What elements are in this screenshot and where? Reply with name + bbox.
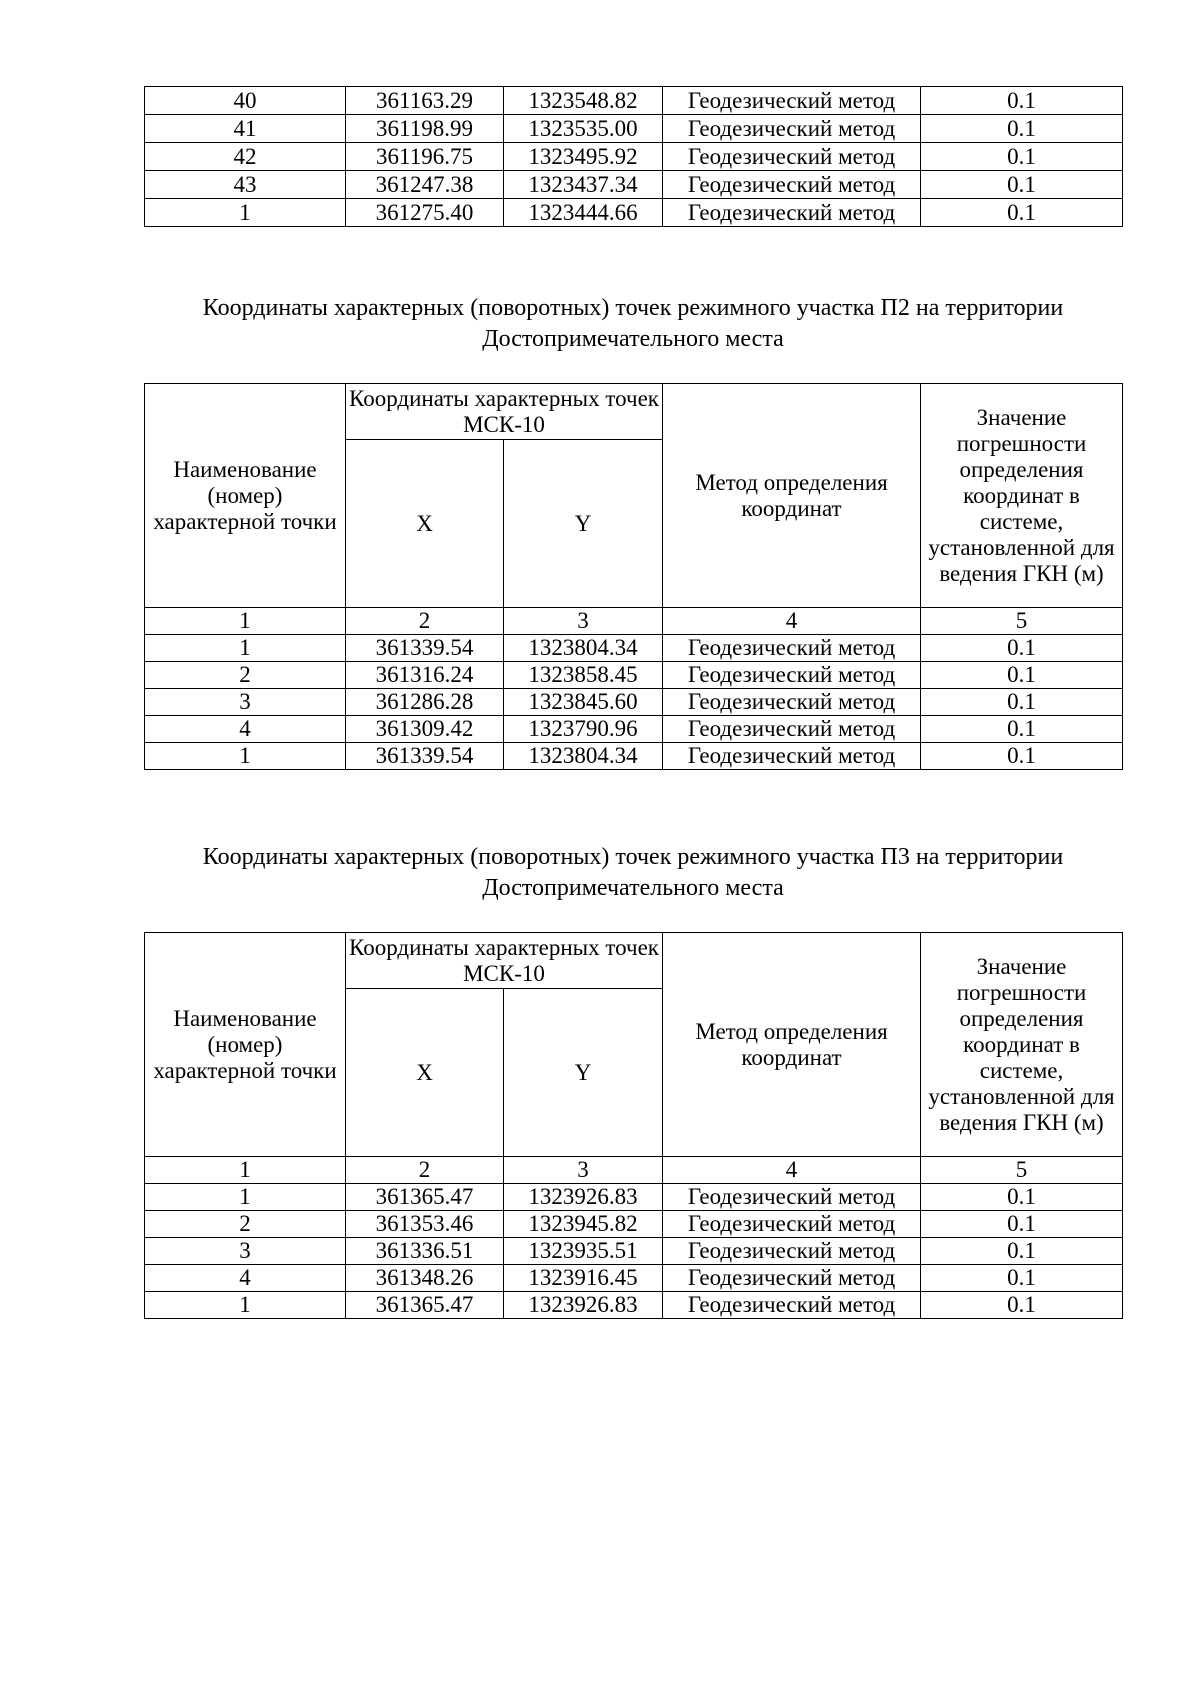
column-number: 1 [145, 1157, 346, 1184]
cell-y: 1323804.34 [504, 743, 663, 770]
cell-point-number: 1 [145, 1292, 346, 1319]
coordinates-table-continued [144, 86, 1123, 227]
cell-method: Геодезический метод [663, 171, 921, 199]
table-body [145, 87, 1123, 227]
cell-method: Геодезический метод [663, 1184, 921, 1211]
cell-y: 1323804.34 [504, 635, 663, 662]
cell-y: 1323495.92 [504, 143, 663, 171]
column-number: 5 [921, 1157, 1123, 1184]
cell-accuracy: 0.1 [921, 1211, 1123, 1238]
cell-accuracy: 0.1 [921, 143, 1123, 171]
table-body [145, 635, 1123, 770]
table-row [145, 716, 1123, 743]
cell-accuracy: 0.1 [921, 171, 1123, 199]
table-row [145, 662, 1123, 689]
table-row [145, 1238, 1123, 1265]
header-name: Наименование (номер) характерной точки [145, 384, 346, 608]
cell-accuracy: 0.1 [921, 1292, 1123, 1319]
cell-accuracy: 0.1 [921, 743, 1123, 770]
cell-method: Геодезический метод [663, 143, 921, 171]
cell-point-number: 4 [145, 1265, 346, 1292]
header-name: Наименование (номер) характерной точки [145, 933, 346, 1157]
cell-y: 1323945.82 [504, 1211, 663, 1238]
table-row [145, 743, 1123, 770]
column-numbers-row [145, 608, 1123, 635]
cell-x: 361316.24 [346, 662, 504, 689]
table-row [145, 171, 1123, 199]
section-title-line1: Координаты характерных (поворотных) точек режимного участка П2 на территории [202, 295, 1064, 321]
cell-x: 361247.38 [346, 171, 504, 199]
cell-method: Геодезический метод [663, 662, 921, 689]
cell-accuracy: 0.1 [921, 689, 1123, 716]
table-row [145, 635, 1123, 662]
cell-point-number: 43 [145, 171, 346, 199]
cell-method: Геодезический метод [663, 199, 921, 227]
cell-y: 1323437.34 [504, 171, 663, 199]
table-row [145, 1184, 1123, 1211]
cell-x: 361275.40 [346, 199, 504, 227]
table-row [145, 689, 1123, 716]
cell-method: Геодезический метод [663, 743, 921, 770]
section-title-p2 [144, 293, 1122, 355]
cell-x: 361196.75 [346, 143, 504, 171]
column-number: 4 [663, 608, 921, 635]
cell-method: Геодезический метод [663, 716, 921, 743]
cell-y: 1323935.51 [504, 1238, 663, 1265]
coordinates-table-p2 [144, 383, 1123, 770]
header-coords: Координаты характерных точек МСК-10 [346, 384, 663, 440]
header-method: Метод определения координат [663, 933, 921, 1157]
cell-y: 1323916.45 [504, 1265, 663, 1292]
table-row [145, 1265, 1123, 1292]
cell-point-number: 4 [145, 716, 346, 743]
cell-x: 361339.54 [346, 743, 504, 770]
cell-method: Геодезический метод [663, 87, 921, 115]
cell-method: Геодезический метод [663, 1265, 921, 1292]
cell-y: 1323790.96 [504, 716, 663, 743]
cell-x: 361198.99 [346, 115, 504, 143]
cell-accuracy: 0.1 [921, 115, 1123, 143]
cell-point-number: 2 [145, 662, 346, 689]
cell-point-number: 1 [145, 743, 346, 770]
header-y: Y [504, 440, 663, 608]
cell-point-number: 42 [145, 143, 346, 171]
cell-y: 1323548.82 [504, 87, 663, 115]
cell-x: 361336.51 [346, 1238, 504, 1265]
column-number: 5 [921, 608, 1123, 635]
cell-x: 361163.29 [346, 87, 504, 115]
column-number: 3 [504, 608, 663, 635]
cell-method: Геодезический метод [663, 1238, 921, 1265]
section-title-line2: Достопримечательного места [482, 326, 784, 352]
table-row [145, 199, 1123, 227]
cell-y: 1323845.60 [504, 689, 663, 716]
cell-y: 1323926.83 [504, 1292, 663, 1319]
column-number: 3 [504, 1157, 663, 1184]
cell-point-number: 3 [145, 689, 346, 716]
cell-accuracy: 0.1 [921, 716, 1123, 743]
cell-method: Геодезический метод [663, 1211, 921, 1238]
table-row [145, 115, 1123, 143]
cell-x: 361309.42 [346, 716, 504, 743]
cell-method: Геодезический метод [663, 635, 921, 662]
header-x: X [346, 989, 504, 1157]
header-coords: Координаты характерных точек МСК-10 [346, 933, 663, 989]
section-title-p3 [144, 842, 1122, 904]
cell-x: 361339.54 [346, 635, 504, 662]
column-numbers [145, 608, 1123, 635]
cell-point-number: 2 [145, 1211, 346, 1238]
table-body [145, 1184, 1123, 1319]
cell-accuracy: 0.1 [921, 1238, 1123, 1265]
coordinates-table-p3 [144, 932, 1123, 1319]
header-x: X [346, 440, 504, 608]
cell-point-number: 1 [145, 1184, 346, 1211]
column-numbers [145, 1157, 1123, 1184]
cell-accuracy: 0.1 [921, 1184, 1123, 1211]
header-accuracy: Значение погрешности определения координат в системе, установленной для ведения ГКН (м) [921, 384, 1123, 608]
section-title-line2: Достопримечательного места [482, 875, 784, 901]
cell-point-number: 1 [145, 199, 346, 227]
section-title-line1: Координаты характерных (поворотных) точек режимного участка П3 на территории [202, 844, 1064, 870]
cell-point-number: 3 [145, 1238, 346, 1265]
cell-point-number: 1 [145, 635, 346, 662]
cell-x: 361348.26 [346, 1265, 504, 1292]
cell-x: 361353.46 [346, 1211, 504, 1238]
header-y: Y [504, 989, 663, 1157]
table-row [145, 87, 1123, 115]
column-number: 2 [346, 1157, 504, 1184]
cell-y: 1323926.83 [504, 1184, 663, 1211]
cell-method: Геодезический метод [663, 115, 921, 143]
cell-method: Геодезический метод [663, 1292, 921, 1319]
cell-accuracy: 0.1 [921, 635, 1123, 662]
column-number: 2 [346, 608, 504, 635]
cell-y: 1323535.00 [504, 115, 663, 143]
cell-method: Геодезический метод [663, 689, 921, 716]
cell-accuracy: 0.1 [921, 199, 1123, 227]
cell-accuracy: 0.1 [921, 1265, 1123, 1292]
header-method: Метод определения координат [663, 384, 921, 608]
cell-accuracy: 0.1 [921, 662, 1123, 689]
cell-point-number: 40 [145, 87, 346, 115]
column-number: 1 [145, 608, 346, 635]
cell-x: 361365.47 [346, 1292, 504, 1319]
cell-x: 361286.28 [346, 689, 504, 716]
cell-y: 1323444.66 [504, 199, 663, 227]
cell-x: 361365.47 [346, 1184, 504, 1211]
cell-point-number: 41 [145, 115, 346, 143]
table-row [145, 1292, 1123, 1319]
header-accuracy: Значение погрешности определения координат в системе, установленной для ведения ГКН (м) [921, 933, 1123, 1157]
column-number: 4 [663, 1157, 921, 1184]
table-row [145, 143, 1123, 171]
column-numbers-row [145, 1157, 1123, 1184]
cell-accuracy: 0.1 [921, 87, 1123, 115]
table-row [145, 1211, 1123, 1238]
cell-y: 1323858.45 [504, 662, 663, 689]
